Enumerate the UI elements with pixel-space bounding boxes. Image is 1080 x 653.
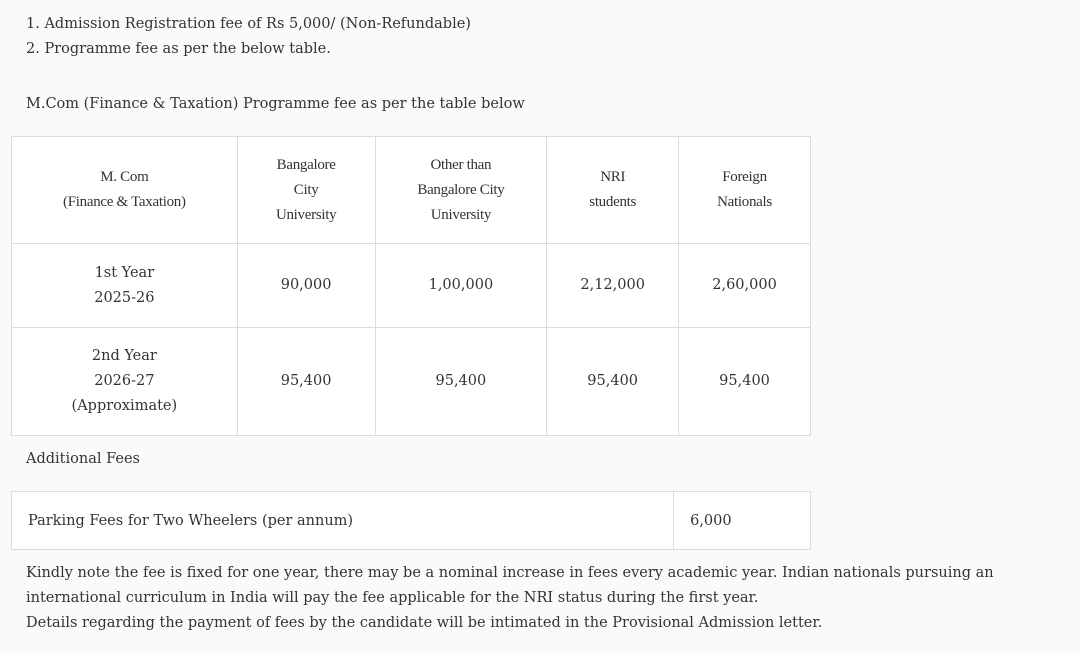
header-text: University	[430, 206, 492, 223]
fee-value-cell: 95,400	[547, 328, 679, 436]
table-row	[12, 492, 811, 550]
header-text: University	[275, 206, 337, 223]
row-label-text: 2nd Year	[91, 348, 157, 364]
header-text: Other than	[430, 156, 492, 173]
fee-value-cell: 2,60,000	[679, 244, 811, 328]
intro-item-registration-fee: 1. Admission Registration fee of Rs 5,000/ (Non-Refundable)	[26, 16, 471, 32]
header-text: City	[293, 181, 319, 198]
table-row	[12, 328, 811, 436]
table-header-row	[12, 137, 811, 244]
fee-value-cell: 90,000	[237, 244, 375, 328]
header-text: Bangalore City	[417, 181, 505, 198]
additional-fees-heading: Additional Fees	[26, 451, 140, 467]
header-text: M. Com	[100, 169, 149, 185]
fee-note-payment-details: Details regarding the payment of fees by the candidate will be intimated in the Provisional Admission letter.	[26, 615, 823, 631]
header-text: students	[589, 194, 637, 210]
fee-value-cell: 95,400	[679, 328, 811, 436]
fee-note	[26, 561, 1076, 636]
fee-value-cell: 95,400	[237, 328, 375, 436]
row-label-first-year	[12, 244, 238, 328]
row-label-text: 2025-26	[94, 289, 155, 306]
row-label-second-year	[12, 328, 238, 436]
header-text: Bangalore	[276, 156, 336, 173]
fee-value-cell: 2,12,000	[547, 244, 679, 328]
parking-fee-value: 6,000	[674, 492, 811, 550]
parking-fee-label: Parking Fees for Two Wheelers (per annum)	[12, 492, 674, 550]
header-cell-programme	[12, 137, 238, 244]
fee-note-paragraph: Kindly note the fee is fixed for one year, there may be a nominal increase in fees every academic year. Indian nationals pursuing an international curriculum in India will pay the fee applicable for the NRI status during the first year.	[26, 565, 994, 606]
header-text: NRI	[600, 169, 626, 185]
header-text: (Finance & Taxation)	[63, 194, 186, 210]
fee-table	[11, 136, 811, 436]
intro-list	[26, 12, 471, 62]
header-cell-other-university	[375, 137, 547, 244]
fee-value-cell: 95,400	[375, 328, 547, 436]
header-text: Foreign	[722, 169, 767, 185]
intro-item-programme-fee: 2. Programme fee as per the below table.	[26, 41, 331, 57]
row-label-text: (Approximate)	[71, 398, 178, 414]
header-text: Nationals	[717, 194, 772, 210]
fee-value-cell: 1,00,000	[375, 244, 547, 328]
section-heading: M.Com (Finance & Taxation) Programme fee as per the table below	[26, 96, 525, 112]
table-row	[12, 244, 811, 328]
header-cell-nri-students	[547, 137, 679, 244]
row-label-text: 1st Year	[94, 264, 155, 281]
row-label-text: 2026-27	[94, 373, 155, 389]
header-cell-bangalore-city-university	[237, 137, 375, 244]
additional-fees-table	[11, 491, 811, 550]
header-cell-foreign-nationals	[679, 137, 811, 244]
